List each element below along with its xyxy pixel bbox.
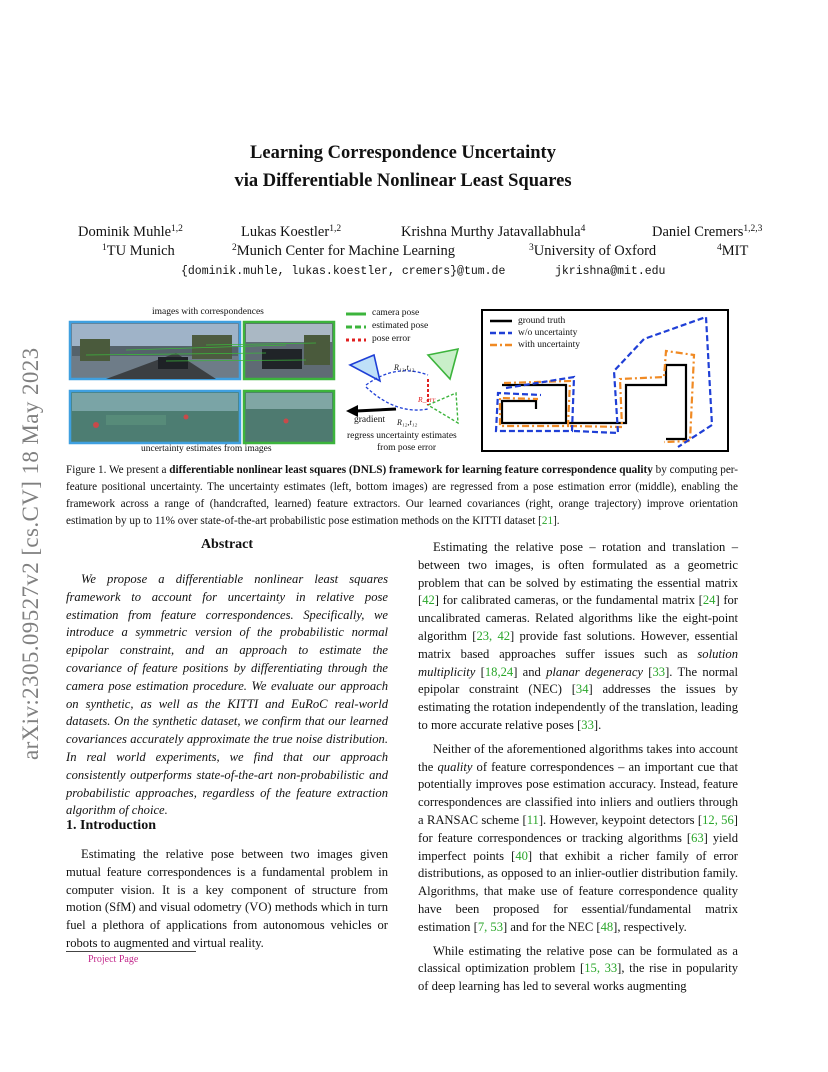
- right-column: [418, 539, 738, 996]
- label-images-with-correspondences: images with correspondences: [152, 307, 264, 317]
- legend-pose-error: pose error: [372, 334, 411, 344]
- abstract-body: We propose a differentiable nonlinear least squares framework to account for uncertainty in relative pose estimation from feature correspondences. Specifically, we introduce a symmetric version of the probabilistic normal epipolar constraint, and an approach to estimate the covariance of feature positions by differentiating through the camera pose estimation procedure. We evaluate our approach on synthetic, as well as the KITTI and EuRoC real-world datasets. On the synthetic dataset, we confirm that our learned covariances accurately approximate the true noise distribution. In real world experiments, we find that our approach consistently outperforms state-of-the-art non-probabilistic and probabilistic approaches, regardless of the feature extraction algorithm of choice.: [66, 572, 388, 818]
- label-regress-line-2: from pose error: [377, 443, 437, 453]
- arxiv-identifier: arXiv:2305.09527v2 [cs.CV] 18 May 2023: [18, 347, 43, 760]
- label-gradient: gradient: [354, 415, 386, 425]
- right-paragraph-1: Estimating the relative pose – rotation and translation – between two images, is often formulated as a geometric problem that can be solved by estimating the essential matrix [42] for calibrated cameras, or the fundamental matrix [24] for uncalibrated cameras. Related algorithms like the eight-point algorithm [23, 42] provide fast solutions. However, essential matrix based approaches suffer issues such as solution multiplicity [18,24] and planar degeneracy [33]. The normal epipolar constraint (NEC) [34] addresses the issues by estimating the rotation independently of the translation, leading to more accurate relative poses [33].: [418, 540, 739, 732]
- legend-ground-truth: ground truth: [518, 316, 566, 326]
- project-page-link[interactable]: Project Page: [88, 954, 139, 965]
- affiliation-4: $^4$MIT: [717, 243, 749, 259]
- legend-without-uncertainty: w/o uncertainty: [518, 328, 578, 338]
- figure-1: [66, 305, 738, 457]
- legend-with-uncertainty: with uncertainty: [518, 340, 580, 350]
- label-regress-line-1: regress uncertainty estimates: [347, 431, 457, 441]
- email-tum: {dominik.muhle, lukas.koestler, cremers}@tum.de: [181, 265, 506, 278]
- affiliation-1: $^1$TU Munich: [102, 243, 175, 259]
- uncertainty-estimates-images: [70, 391, 334, 443]
- label-pose-b: R₁₂,t₁₂: [397, 418, 418, 427]
- author-2: Lukas Koestler$^{1,2}$: [241, 224, 342, 240]
- affiliation-2: $^2$Munich Center for Machine Learning: [232, 243, 455, 259]
- pose-legend: [346, 314, 366, 340]
- author-3: Krishna Murthy Jatavallabhula$^4$: [401, 224, 586, 240]
- introduction-paragraph-1: Estimating the relative pose between two images given mutual feature correspondences is a fundamental problem in computer vision. It is a key component of structure from motion (SfM) and visual odometry (VO) methods which in turn fuel a plethora of applications from autonomous vehicles or robots to augmented and virtual reality.: [66, 847, 388, 950]
- images-with-correspondences: [70, 322, 334, 379]
- email-mit: jkrishna@mit.edu: [555, 265, 666, 278]
- legend-camera-pose: camera pose: [372, 308, 420, 318]
- label-pose-error-r: R_err: [418, 395, 436, 404]
- affiliation-3: $^3$University of Oxford: [529, 243, 657, 259]
- author-1: Dominik Muhle$^{1,2}$: [78, 224, 183, 240]
- author-4: Daniel Cremers$^{1,2,3}$: [652, 224, 763, 240]
- footnote-rule: [66, 951, 196, 952]
- right-paragraph-3: While estimating the relative pose can be formulated as a classical optimization problem [15, 33], the rise in popularity of deep learning has led to several works augmenting: [418, 943, 738, 994]
- paper-title-line-2: via Differentiable Nonlinear Least Squares: [234, 171, 572, 191]
- figure-caption: Figure 1. We present a differentiable nonlinear least squares (DNLS) framework for learning feature correspondence quality by computing per-feature positional uncertainty. The uncertainty estimates (left, bottom images) are regressed from a pose estimation error (middle), enabling the framework across a range of (handcrafted, learned) feature extractors. Our learned covariances (right, orange trajectory) improve orientation estimation by up to 11% over state-of-the-art probabilistic pose estimation methods on the KITTI dataset [21].: [66, 464, 739, 527]
- legend-estimated-pose: estimated pose: [372, 321, 429, 331]
- right-paragraph-2: Neither of the aforementioned algorithms takes into account the quality of feature correspondences – an important cue that potentially improves pose estimation accuracy. Instead, feature correspondences are classified into inliers and outliers through a RANSAC scheme [11]. However, keypoint detectors [12, 56] for feature correspondences or tracking algorithms [63] yield imperfect points [40] that exhibit a richer family of error distributions, as opposed to an inlier-outlier distribution family. Algorithms, that make use of feature correspondence quality have been proposed for essential/fundamental matrix estimation [7, 53] and for the NEC [48], respectively.: [418, 741, 738, 934]
- paper-title-line-1: Learning Correspondence Uncertainty: [250, 143, 556, 163]
- pose-diagram: [346, 349, 458, 423]
- abstract-heading: Abstract: [200, 537, 254, 552]
- label-uncertainty-estimates: uncertainty estimates from images: [141, 444, 272, 454]
- label-pose-a: R₁₂,t₁₂: [394, 363, 415, 372]
- introduction-heading: 1. Introduction: [66, 818, 156, 833]
